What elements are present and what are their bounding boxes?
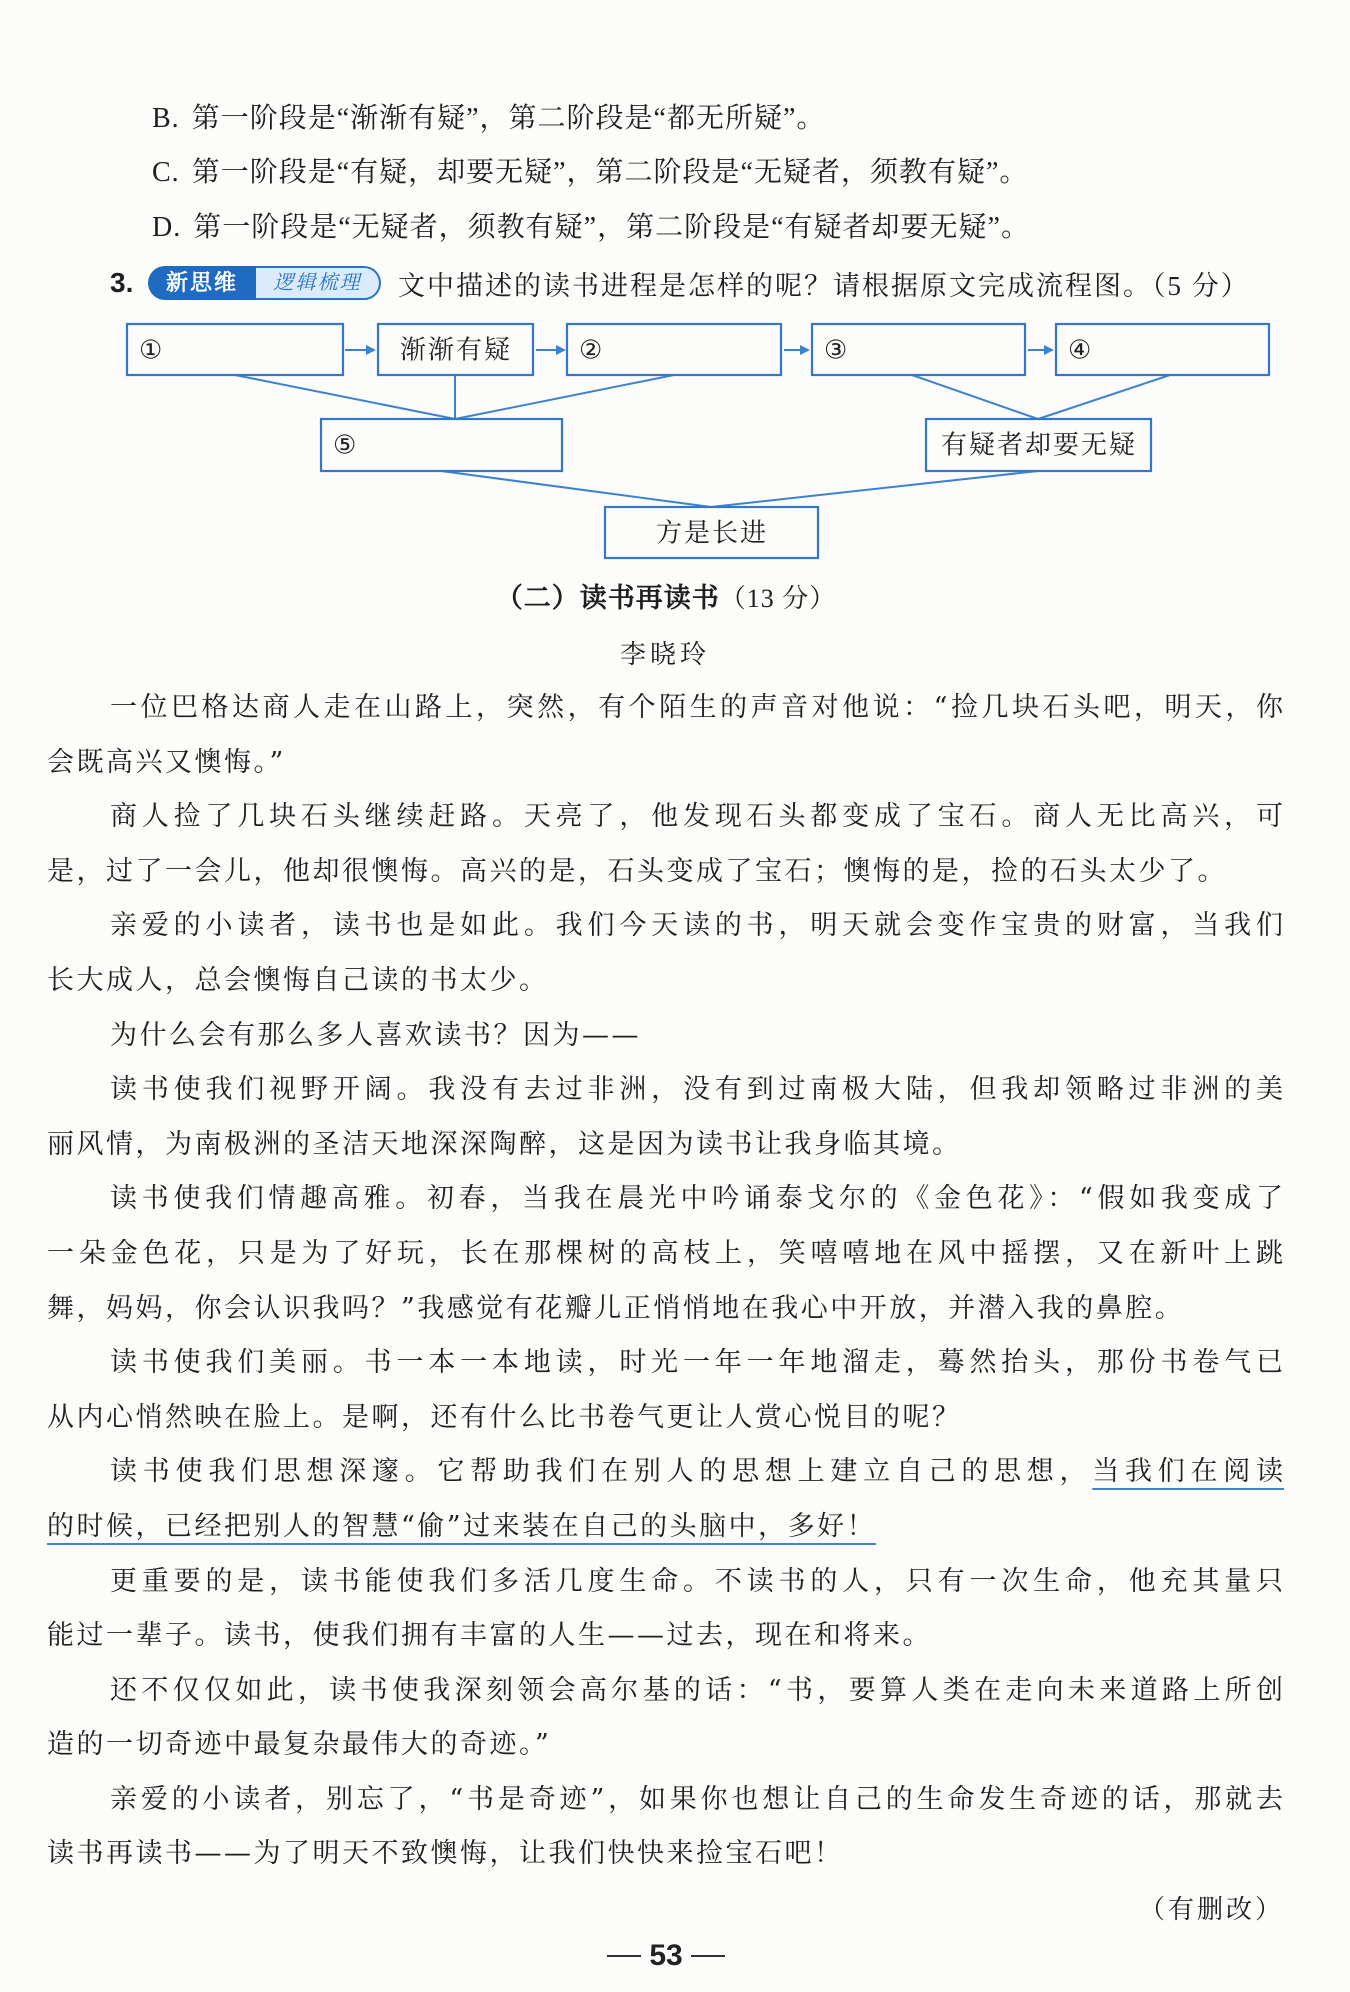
paragraph-line: 会既高兴又懊悔。”	[47, 746, 286, 778]
paragraph-line: 能过一辈子。读书，使我们拥有丰富的人生——过去，现在和将来。	[47, 1620, 932, 1652]
option-letter: D.	[152, 212, 182, 243]
paragraph	[47, 1664, 1284, 1773]
paragraph	[47, 1773, 1284, 1882]
underlined-sentence: 当我们在阅读	[1092, 1456, 1285, 1488]
option-c	[152, 153, 1028, 193]
option-letter: B.	[152, 103, 180, 134]
paragraph-line: 还不仅仅如此，读书使我深刻领会高尔基的话：“书，要算人类在走向未来道路上所创	[110, 1674, 1284, 1706]
badge-logic-tag: 逻辑梳理	[256, 266, 381, 300]
paragraph	[47, 1009, 1284, 1064]
paragraph	[47, 1172, 1284, 1336]
page-number-value: 53	[649, 1939, 683, 1972]
badge-new-thinking: 新思维	[148, 266, 256, 300]
paragraph-line: 造的一切奇迹中最复杂最伟大的奇迹。”	[47, 1729, 552, 1761]
option-text: 第一阶段是“无疑者，须教有疑”，第二阶段是“有疑者却要无疑”。	[193, 212, 1030, 243]
question-3	[110, 263, 1250, 303]
flow-connector	[441, 471, 711, 507]
flow-connector	[1038, 375, 1170, 419]
flow-arrow-head	[1044, 345, 1054, 355]
paragraph-line: 读书使我们美丽。书一本一本地读，时光一年一年地溜走，蓦然抬头，那份书卷气已	[110, 1347, 1284, 1379]
question-number: 3.	[110, 267, 134, 298]
flow-box-5-label: ④	[1068, 335, 1094, 365]
paragraph-line: 舞，妈妈，你会认识我吗？”我感觉有花瓣儿正悄悄地在我心中开放，并潜入我的鼻腔。	[47, 1292, 1185, 1324]
page-number	[0, 1936, 1332, 1976]
paragraph-line: 长大成人，总会懊悔自己读的书太少。	[47, 964, 549, 996]
paragraph-line: 为什么会有那么多人喜欢读书？因为——	[110, 1019, 641, 1051]
flow-arrow-head	[800, 345, 810, 355]
option-text: 第一阶段是“渐渐有疑”，第二阶段是“都无所疑”。	[191, 103, 826, 134]
flow-box-3-label: ②	[579, 335, 605, 365]
flowchart	[0, 310, 1350, 570]
paragraph-line: 丽风情，为南极洲的圣洁天地深深陶醉，这是因为读书让我身临其境。	[47, 1128, 962, 1160]
paragraph-line: 一位巴格达商人走在山路上，突然，有个陌生的声音对他说：“捡几块石头吧，明天，你	[110, 692, 1284, 723]
flow-arrow-head	[556, 345, 566, 355]
flow-row-1	[127, 324, 1269, 375]
flow-connector	[711, 471, 1038, 507]
paragraph-line: 商人捡了几块石头继续赶路。天亮了，他发现石头都变成了宝石。商人无比高兴，可	[110, 801, 1284, 833]
option-b	[152, 99, 825, 139]
option-d	[152, 208, 1030, 248]
underlined-sentence: 的时候，已经把别人的智慧“偷”过来装在自己的头脑中，多好！	[47, 1510, 877, 1542]
flow-row-3	[605, 507, 818, 558]
author: 李晓玲	[619, 640, 710, 670]
paragraph-line: 亲爱的小读者，别忘了，“书是奇迹”，如果你也想让自己的生命发生奇迹的话，那就去	[110, 1783, 1284, 1815]
page-number-dash	[691, 1955, 725, 1957]
paragraph	[47, 681, 1284, 790]
paragraph	[47, 790, 1284, 899]
flow-row-2	[321, 419, 1151, 471]
flow-box-6-label: ⑤	[333, 430, 359, 460]
section-title-text: （二）读书再读书	[495, 583, 720, 613]
paragraph-line: 从内心悄然映在脸上。是啊，还有什么比书卷气更让人赏心悦目的呢？	[47, 1401, 962, 1433]
flow-connector	[912, 375, 1038, 419]
paragraph-text: 读书使我们思想深邃。它帮助我们在别人的思想上建立自己的思想，	[110, 1456, 1093, 1488]
paragraph-line: 读书再读书——为了明天不致懊悔，让我们快快来捡宝石吧！	[47, 1838, 844, 1870]
flow-arrow-head	[366, 345, 376, 355]
article-body	[47, 681, 1284, 1882]
paragraph-line: 读书使我们情趣高雅。初春，当我在晨光中吟诵泰戈尔的《金色花》：“假如我变成了	[110, 1183, 1284, 1215]
flow-box-8-label: 方是长进	[655, 518, 769, 548]
paragraph	[47, 1445, 1284, 1554]
section-score: （13 分）	[719, 584, 837, 613]
source-note: （有删改）	[1138, 1895, 1284, 1925]
paragraph-line: 读书使我们视野开阔。我没有去过非洲，没有到过南极大陆，但我却领略过非洲的美	[110, 1074, 1284, 1106]
paragraph	[47, 899, 1284, 1008]
paragraph	[47, 1336, 1284, 1445]
section-title	[0, 578, 1332, 618]
paragraph-line	[47, 1500, 1284, 1555]
option-text: 第一阶段是“有疑，却要无疑”，第二阶段是“无疑者，须教有疑”。	[191, 157, 1029, 188]
paragraph-line	[47, 1445, 1284, 1500]
paragraph-line: 一朵金色花，只是为了好玩，长在那棵树的高枝上，笑嘻嘻地在风中摇摆，又在新叶上跳	[47, 1237, 1284, 1269]
paragraph-line: 是，过了一会儿，他却很懊悔。高兴的是，石头变成了宝石；懊悔的是，捡的石头太少了。	[47, 855, 1227, 887]
paragraph-line: 亲爱的小读者，读书也是如此。我们今天读的书，明天就会变作宝贵的财富，当我们	[110, 910, 1284, 942]
flow-box-2-label: 渐渐有疑	[399, 335, 513, 365]
question-prompt: 文中描述的读书进程是怎样的呢？请根据原文完成流程图。（5 分）	[398, 270, 1250, 301]
flow-box-7-label: 有疑者却要无疑	[940, 430, 1138, 460]
flow-connector	[235, 375, 455, 419]
paragraph	[47, 1063, 1284, 1172]
question-badge	[148, 266, 381, 300]
page-number-dash	[607, 1955, 641, 1957]
flow-box-4-label: ③	[824, 335, 850, 365]
paragraph	[47, 1555, 1284, 1664]
flow-connector	[455, 375, 674, 419]
paragraph-line: 更重要的是，读书能使我们多活几度生命。不读书的人，只有一次生命，他充其量只	[110, 1565, 1284, 1597]
flow-box-1-label: ①	[139, 335, 165, 365]
option-letter: C.	[152, 157, 180, 188]
